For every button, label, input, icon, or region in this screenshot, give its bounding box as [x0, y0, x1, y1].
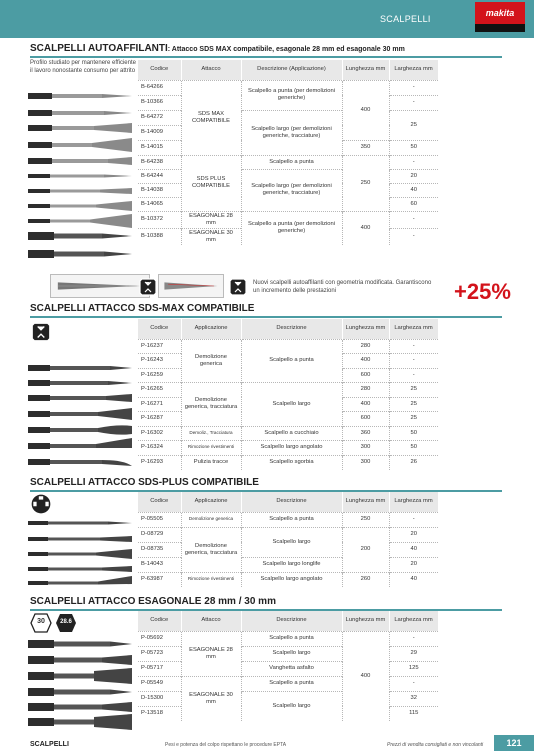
hex28-badge: 28.6 — [55, 613, 77, 633]
table-row: B-64266 SDS MAX COMPATIBILE Scalpello a punta (per demolizioni generiche) 400 - — [138, 80, 438, 95]
section2-underline — [30, 316, 502, 318]
section3-table: Codice Applicazione Descrizione Lunghezza mm Larghezza mm P-05505 Demolizione generica Scalpello a punta 250 - D-08729 Demolizione generica, tracciatura Scalpello largo 200 20 D-08735 40 B-14043 Scalpello largo longlife 20 P-63987 Rimozione rivestimenti Scalpello largo angolato 260 40 — [138, 492, 439, 587]
table-row: B-64244 Scalpello largo (per demolizioni generiche, tracciature) 20 — [138, 169, 438, 183]
sds-plus-shank-icon — [30, 493, 52, 515]
section4-title: SCALPELLI ATTACCO ESAGONALE 28 mm / 30 mm — [30, 596, 276, 607]
chisel-image — [28, 153, 132, 169]
section3-title: SCALPELLI ATTACCO SDS-PLUS COMPATIBILE — [30, 477, 259, 488]
table-row: P-05717 Vanghetta asfalto 125 — [138, 661, 438, 676]
performance-increase: +25% — [454, 279, 511, 304]
chisel-image — [28, 246, 132, 262]
page-number: 121 — [494, 735, 534, 751]
table-row: P-16302 Demoliz., Tracciatura Scalpello a cucchiaio 360 50 — [138, 426, 438, 441]
sds-max-shank-icon — [228, 277, 248, 297]
chisel-image — [28, 390, 132, 406]
col-descrizione: Descrizione (Applicazione) — [241, 60, 342, 80]
sds-max-shank-icon — [30, 321, 52, 343]
sds-max-shank-icon — [138, 277, 158, 297]
table-row: B-14065 60 — [138, 197, 438, 211]
table-row: P-13518 115 — [138, 706, 438, 721]
section1-note: Profilo studiato per mantenere efficiente il lavoro nonostante consumo per attrito — [30, 60, 136, 74]
chisel-image — [28, 183, 132, 199]
table-row: P-16265 Demolizione generica, tracciatura Scalpello largo 280 25 — [138, 383, 438, 398]
chisel-image — [28, 422, 132, 438]
chisel-image — [28, 454, 132, 470]
table-row: P-16324 Rimozione rivestimenti Scalpello largo angolato 300 50 — [138, 441, 438, 456]
chisel-image — [28, 668, 132, 684]
table-row: B-64238 SDS PLUS COMPATIBILE Scalpello a punta 250 - — [138, 155, 438, 169]
table-row: B-14038 40 — [138, 183, 438, 197]
table-row: P-63987 Rimozione rivestimenti Scalpello largo angolato 260 40 — [138, 572, 438, 587]
category-label: SCALPELLI — [380, 14, 431, 24]
section2-table: Codice Applicazione Descrizione Lunghezza mm Larghezza mm P-16237 Demolizione generica Scalpello a punta 280 - P-16243 400 - P-16259 600 - P-16265 Demolizione generica, tracciatura Scalpello largo 280 25 P-16271 400 25 P-16287 600 25 P-16302 Demoliz., Tracciatura Scalpello a cucchiaio 360 50 P-16324 Rimozione rivestimenti Scalpello largo angolato 300 50 P-16293 Pulizia tracce Scalpello sgorbia 300 26 — [138, 319, 439, 470]
new-tip-image — [158, 274, 224, 298]
footer-section: SCALPELLI — [30, 741, 69, 748]
chisel-image — [28, 105, 132, 121]
chisel-image — [28, 375, 132, 391]
table-row: B-14009 — [138, 125, 438, 140]
chisel-image — [28, 714, 132, 730]
chisel-image — [28, 228, 132, 244]
chisel-image — [28, 636, 132, 652]
section2-title: SCALPELLI ATTACCO SDS-MAX COMPATIBILE — [30, 303, 255, 314]
chisel-image — [28, 515, 132, 531]
chisel-image — [28, 198, 132, 214]
chisel-image — [28, 88, 132, 104]
footer — [0, 735, 534, 755]
col-larghezza: Larghezza mm — [389, 60, 438, 80]
col-lunghezza: Lunghezza mm — [342, 60, 389, 80]
chisel-image — [28, 360, 132, 376]
chisel-image — [28, 168, 132, 184]
selfsharp-note: Nuovi scalpelli autoaffilanti con geometria modificata. Garantiscono un incremento delle prestazioni — [253, 280, 432, 294]
section1-table — [138, 60, 439, 245]
table-row: B-64272 Scalpello largo (per demolizioni generiche, tracciature) 25 — [138, 110, 438, 125]
chisel-image — [28, 137, 132, 153]
table-row: P-16237 Demolizione generica Scalpello a punta 280 - — [138, 339, 438, 354]
table-row: B-10372 ESAGONALE 28 mm Scalpello a punta (per demolizioni generiche) 400 - — [138, 211, 438, 228]
chisel-image — [28, 531, 132, 547]
makita-logo: makita — [475, 2, 525, 24]
old-tip-image — [50, 274, 150, 298]
table-row: P-05549 ESAGONALE 30 mm Scalpello a punta - — [138, 676, 438, 691]
table-row: B-10366 - — [138, 95, 438, 110]
section1-title: SCALPELLI AUTOAFFILANTI: Attacco SDS MAX compatibile, esagonale 28 mm ed esagonale 30 mm — [30, 43, 405, 54]
chisel-image — [28, 213, 132, 229]
section4-table: Codice Attacco Descrizione Lunghezza mm Larghezza mm P-05692 ESAGONALE 28 mm Scalpello a punta 400 - P-05723 Scalpello largo 29 P-05717 Vanghetta asfalto 125 P-05549 ESAGONALE 30 mm Scalpello a punta - D-15300 Scalpello largo 32 P-13518 115 — [138, 611, 439, 721]
table-row: B-10388 ESAGONALE 30 mm - — [138, 228, 438, 245]
table-row: B-14043 Scalpello largo longlife 20 — [138, 557, 438, 572]
hex30-badge: 30 — [30, 613, 52, 633]
chisel-image — [28, 652, 132, 668]
chisel-image — [28, 575, 132, 591]
chisel-image — [28, 699, 132, 715]
table-row: P-16287 600 25 — [138, 412, 438, 427]
section1-underline — [30, 56, 502, 58]
col-attacco: Attacco — [181, 60, 241, 80]
top-bar — [0, 0, 534, 38]
table-row: P-16293 Pulizia tracce Scalpello sgorbia 300 26 — [138, 455, 438, 470]
chisel-image — [28, 120, 132, 136]
chisel-image — [28, 684, 132, 700]
footer-price-note: Prezzi di vendita consigliati e non vincolanti — [387, 742, 484, 748]
chisel-image — [28, 438, 132, 454]
col-codice: Codice — [138, 60, 181, 80]
chisel-image — [28, 406, 132, 422]
table-row: B-14015 350 50 — [138, 140, 438, 155]
footer-note: Pesi e potenza del colpo rispettano le procedure EPTA — [165, 742, 287, 748]
table-row: P-05692 ESAGONALE 28 mm Scalpello a punta 400 - — [138, 631, 438, 646]
table-row: P-16259 600 - — [138, 368, 438, 383]
table-row: P-05723 Scalpello largo 29 — [138, 646, 438, 661]
table-row: D-08729 Demolizione generica, tracciatura Scalpello largo 200 20 — [138, 527, 438, 542]
table-row: P-05505 Demolizione generica Scalpello a punta 250 - — [138, 512, 438, 527]
logo-base — [475, 24, 525, 32]
table-row: P-16243 400 - — [138, 354, 438, 369]
table-row: D-08735 40 — [138, 542, 438, 557]
table-row: P-16271 400 25 — [138, 397, 438, 412]
chisel-image — [28, 546, 132, 562]
table-row: D-15300 Scalpello largo 32 — [138, 691, 438, 706]
